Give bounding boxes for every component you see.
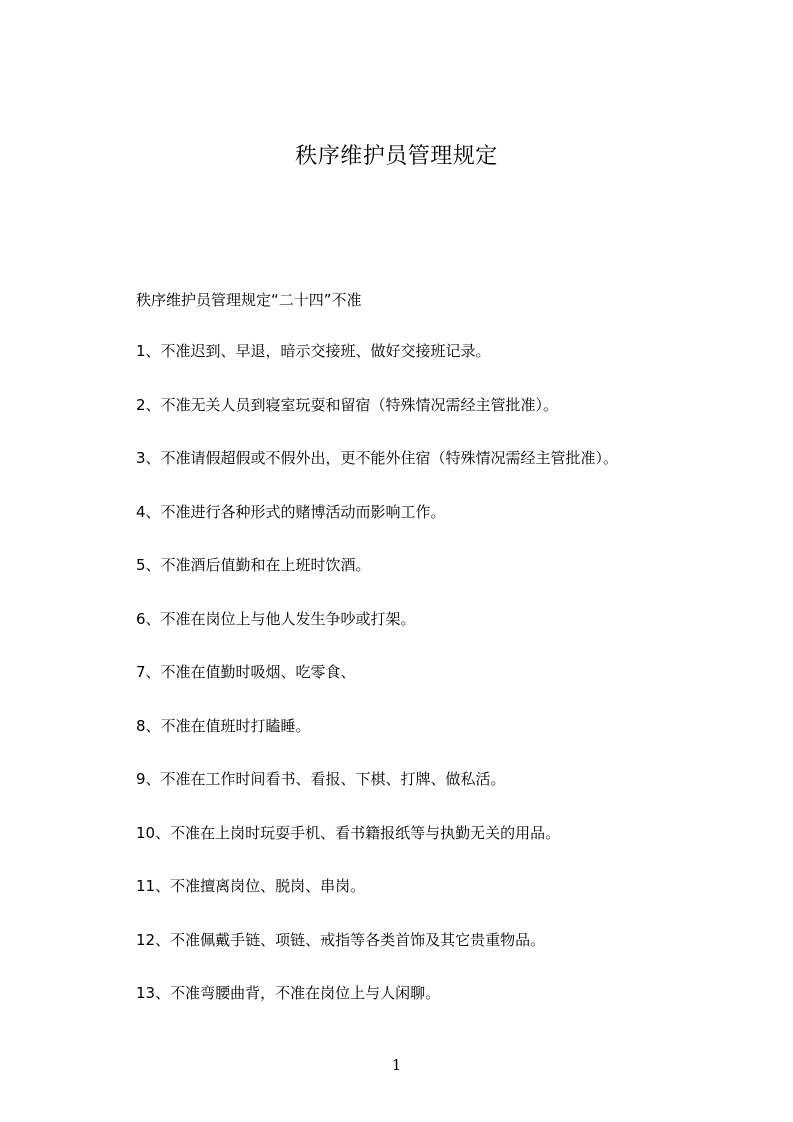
rule-item: 6、不准在岗位上与他人发生争吵或打架。 [136, 609, 416, 628]
rule-item: 11、不准擅离岗位、脱岗、串岗。 [136, 877, 366, 895]
rule-item: 8、不准在值班时打瞌睡。 [136, 716, 311, 735]
document-title: 秩序维护员管理规定 [295, 144, 498, 169]
rule-item: 10、不准在上岗时玩耍手机、看书籍报纸等与执勤无关的用品。 [136, 823, 561, 842]
document-subtitle: 秩序维护员管理规定“二十四”不准 [136, 291, 362, 309]
rule-item: 3、不准请假超假或不假外出，更不能外住宿（特殊情况需经主管批准）。 [136, 449, 619, 467]
rule-item: 2、不准无关人员到寝室玩耍和留宿（特殊情况需经主管批准）。 [136, 395, 559, 414]
rule-item: 13、不准弯腰曲背，不准在岗位上与人闲聊。 [136, 984, 441, 1002]
rule-item: 4、不准进行各种形式的赌博活动而影响工作。 [136, 502, 446, 521]
rule-item: 9、不准在工作时间看书、看报、下棋、打牌、做私活。 [136, 770, 506, 788]
rule-item: 12、不准佩戴手链、项链、戒指等各类首饰及其它贵重物品。 [136, 930, 546, 949]
rule-item: 7、不准在值勤时吸烟、吃零食、 [136, 663, 356, 681]
page-number: 1 [391, 1056, 402, 1074]
rule-item: 5、不准酒后值勤和在上班时饮酒。 [136, 556, 371, 574]
rule-item: 1、不准迟到、早退，暗示交接班、做好交接班记录。 [136, 342, 491, 360]
rule-list [136, 340, 618, 1036]
